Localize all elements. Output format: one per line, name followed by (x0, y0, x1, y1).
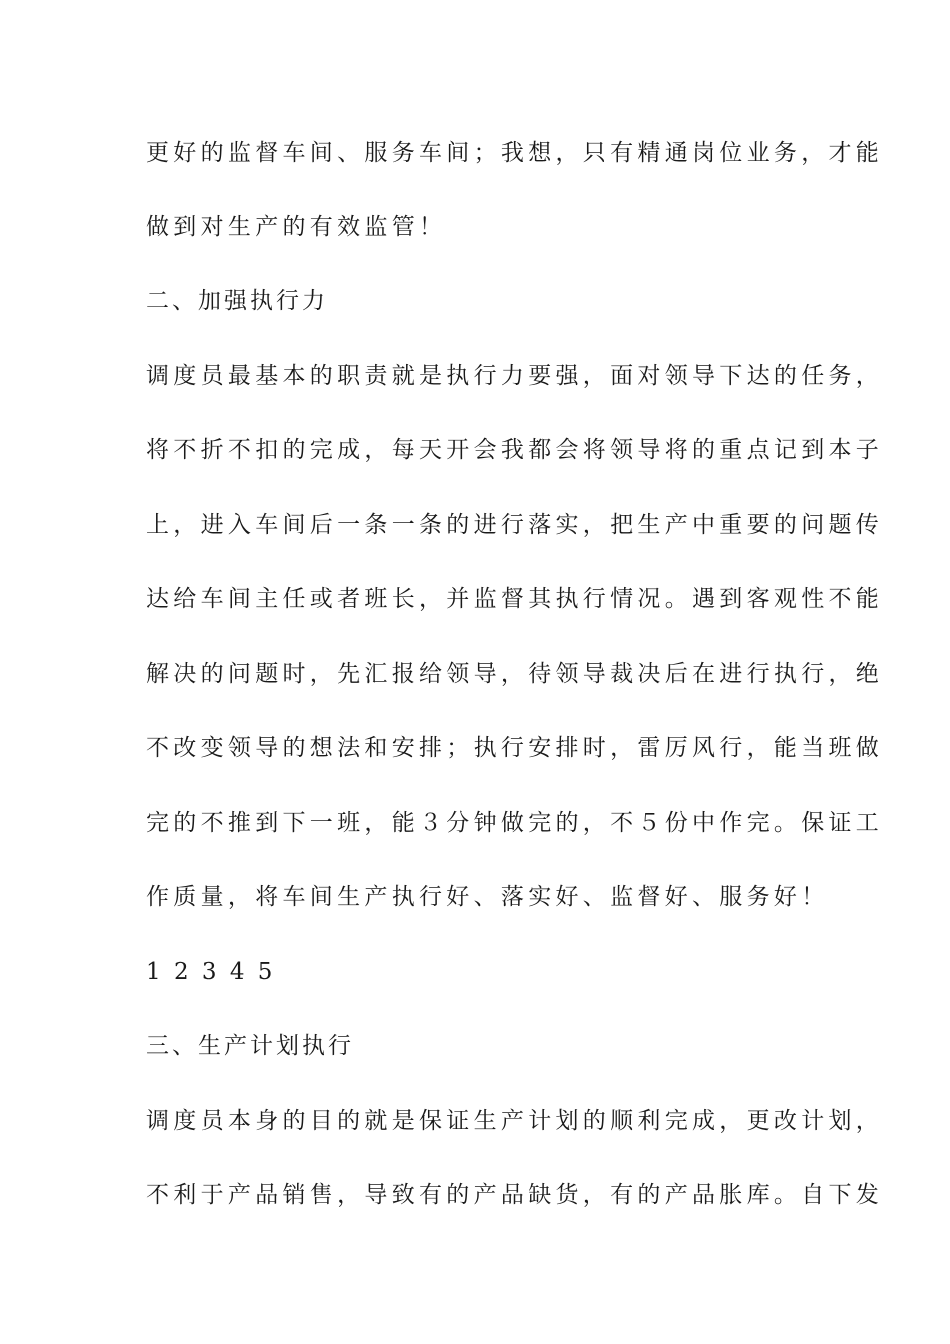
paragraph-line: 达给车间主任或者班长，并监督其执行情况。遇到客观性不能 (146, 586, 884, 612)
paragraph-line: 解决的问题时，先汇报给领导，待领导裁决后在进行执行，绝 (146, 661, 884, 687)
paragraph-line: 调度员本身的目的就是保证生产计划的顺利完成，更改计划， (146, 1108, 884, 1134)
paragraph-line: 上，进入车间后一条一条的进行落实，把生产中重要的问题传 (146, 512, 884, 538)
paragraph-line: 调度员最基本的职责就是执行力要强，面对领导下达的任务， (146, 363, 884, 389)
paragraph-line: 更好的监督车间、服务车间；我想，只有精通岗位业务，才能 (146, 140, 884, 166)
page-number-list: 1 2 3 4 5 (146, 959, 273, 985)
paragraph-line: 不利于产品销售，导致有的产品缺货，有的产品胀库。自下发 (146, 1182, 884, 1208)
paragraph-line: 不改变领导的想法和安排；执行安排时，雷厉风行，能当班做 (146, 735, 884, 761)
section-heading: 三、生产计划执行 (146, 1033, 354, 1059)
paragraph-line: 作质量，将车间生产执行好、落实好、监督好、服务好！ (146, 884, 829, 910)
paragraph-line: 做到对生产的有效监管！ (146, 214, 447, 240)
paragraph-line: 完的不推到下一班，能３分钟做完的，不５份中作完。保证工 (146, 810, 884, 836)
paragraph-line: 将不折不扣的完成，每天开会我都会将领导将的重点记到本子 (146, 437, 884, 463)
section-heading: 二、加强执行力 (146, 288, 328, 314)
